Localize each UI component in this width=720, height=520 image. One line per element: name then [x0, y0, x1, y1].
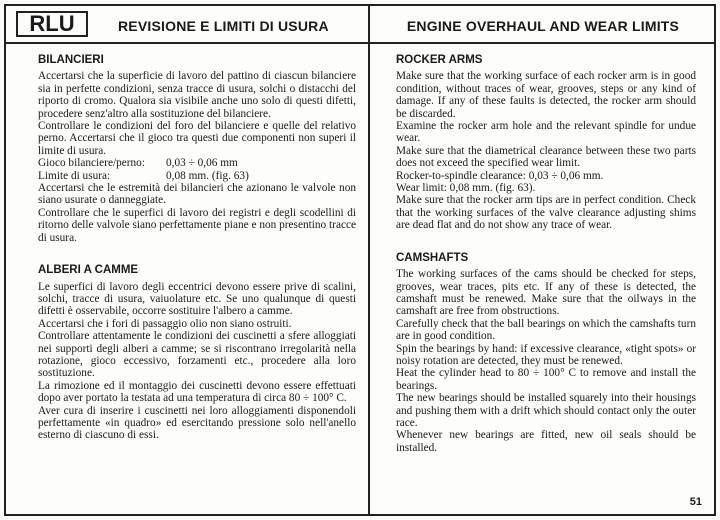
section-badge: RLU	[16, 11, 88, 37]
paragraph: Accertarsi che le estremità dei bilancieri che azionano le valvole non siano usurate o danneggiate.	[38, 182, 356, 207]
paragraph: Make sure that the diametrical clearance between these two parts does not exceed the specified wear limit.	[396, 144, 696, 170]
paragraph: Controllare le condizioni del foro del bilanciere e quelle del relativo perno. Accertarsi che il gioco tra questi due componenti non superi il limite di usura.	[38, 120, 356, 157]
paragraph: Controllare attentamente le condizioni dei cuscinetti a sfere alloggiati nei supporti degli alberi a camme; se si riscontrano irregolarità nella rotazione, gioco eccessivo, forzamenti etc., procedere alla loro sostituzione.	[38, 330, 356, 380]
spec-label: Gioco bilanciere/perno:	[38, 157, 145, 170]
paragraph: Aver cura di inserire i cuscinetti nei loro alloggiamenti disponendoli perfettamente «in quadro» ed esercitando pressione solo nell'anello esterno di ciascuno di essi.	[38, 404, 356, 442]
header-divider	[6, 42, 714, 44]
paragraph: Spin the bearings by hand: if excessive clearance, «tight spots» or noisy rotation are detected, they must be renewed.	[396, 342, 696, 367]
italian-column	[38, 48, 356, 442]
paragraph: Make sure that the working surface of each rocker arm is in good condition, without traces of wear, grooves, steps or any kind of damage. If any of these faults is detected, the rocker arm should be discarded.	[396, 70, 696, 120]
spec-value: 0,03 ÷ 0,06 mm	[166, 157, 238, 170]
paragraph: Examine the rocker arm hole and the relevant spindle for undue wear.	[396, 120, 696, 145]
spec-label: Limite di usura:	[38, 169, 111, 182]
english-column	[396, 48, 696, 454]
section-title-alberi-a-camme: ALBERI A CAMME	[38, 264, 139, 277]
paragraph: Accertarsi che la superficie di lavoro del pattino di ciascun bilanciere sia in perfette condizioni, senza tracce di usura, solchi o distacchi del riporto di cromo. Qualora sia visibile anche uno solo di questi difetti, procedere senz'altro alla sostituzione del bilanciere.	[38, 70, 356, 120]
paragraph: Le superfici di lavoro degli eccentrici devono essere prive di scalini, solchi, tracce di usura, vaiuolature etc. Se uno qualunque di questi difetti è osservabile, occorre sostituire l'albero a camme.	[38, 280, 356, 318]
paragraph: Make sure that the rocker arm tips are in perfect condition. Check that the working surfaces of the valve clearance adjusting shims are dead flat and do not show any trace of wear.	[396, 194, 696, 232]
paragraph: Heat the cylinder head to 80 ÷ 100° C to remove and install the bearings.	[396, 367, 696, 392]
section-title-bilancieri: BILANCIERI	[38, 54, 104, 66]
column-divider	[368, 6, 370, 514]
section-title-camshafts: CAMSHAFTS	[396, 251, 469, 264]
section-title-rocker-arms: ROCKER ARMS	[396, 54, 483, 66]
spec-line: Rocker-to-spindle clearance: 0,03 ÷ 0,06 mm.	[396, 169, 604, 182]
spec-row	[38, 170, 356, 182]
paragraph: The new bearings should be installed squarely into their housings and pushing them with a drift which should contact only the outer race.	[396, 392, 696, 429]
spec-value: 0,08 mm. (fig. 63)	[166, 169, 249, 182]
page-title-english: ENGINE OVERHAUL AND WEAR LIMITS	[406, 18, 680, 34]
paragraph: Accertarsi che i fori di passaggio olio non siano ostruiti.	[38, 317, 292, 330]
paragraph: The working surfaces of the cams should be checked for steps, grooves, wear traces, pits etc. If any of these is detected, the camshaft must be renewed. Make sure that the oilways in the camshaft are free from obstructions.	[396, 268, 696, 318]
paragraph: La rimozione ed il montaggio dei cuscinetti devono essere effettuati dopo aver portato la testata ad una temperatura di circa 80 ÷ 100° C.	[38, 379, 356, 405]
page-number: 51	[689, 496, 702, 508]
spec-line: Wear limit: 0,08 mm. (fig. 63).	[396, 182, 536, 195]
paragraph: Carefully check that the ball bearings on which the camshafts turn are in good condition.	[396, 317, 696, 343]
paragraph: Whenever new bearings are fitted, new oil seals should be installed.	[396, 429, 696, 454]
spec-row	[38, 157, 356, 169]
manual-page	[4, 4, 716, 516]
page-title-italian: REVISIONE E LIMITI DI USURA	[118, 18, 329, 34]
paragraph: Controllare che le superfici di lavoro dei registri e degli scodellini di ritorno delle valvole siano perfettamente piane e non presentino tracce di usura.	[38, 206, 356, 244]
